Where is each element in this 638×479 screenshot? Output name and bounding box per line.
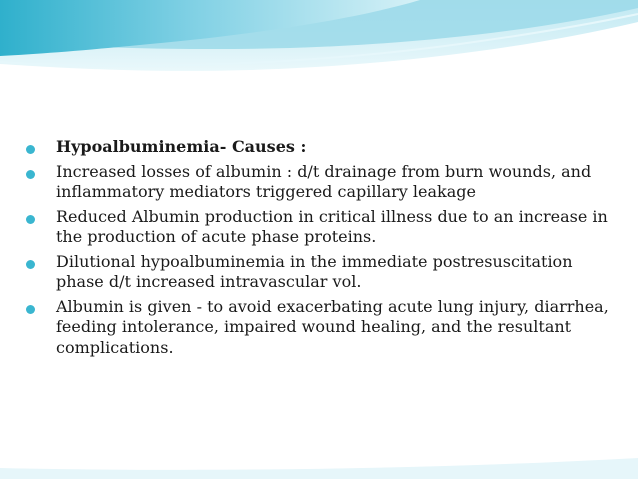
bullet-item-reduced-production — [18, 207, 618, 248]
bullet-text: Dilutional hypoalbuminemia in the immediate postresuscitation phase d/t increased intravascular vol. — [56, 251, 573, 291]
bullet-icon — [26, 170, 35, 179]
bullet-item-causes-heading — [18, 137, 618, 158]
bullet-text: Reduced Albumin production in critical illness due to an increase in the production of acute phase proteins. — [56, 206, 608, 246]
top-wave-decoration — [0, 0, 638, 110]
bullet-text: Hypoalbuminemia- Causes : — [56, 137, 307, 156]
bullet-text: Albumin is given - to avoid exacerbating acute lung injury, diarrhea, feeding intolerance, impaired wound healing, and the resultant complications. — [56, 296, 609, 357]
bullet-item-dilutional — [18, 252, 618, 293]
bullet-list — [18, 137, 618, 358]
bullet-icon — [26, 260, 35, 269]
bullet-text: Increased losses of albumin : d/t drainage from burn wounds, and inflammatory mediators triggered capillary leakage — [56, 161, 592, 201]
bullet-icon — [26, 145, 35, 154]
bullet-item-albumin-given — [18, 297, 618, 359]
bullet-icon — [26, 305, 35, 314]
slide-content — [18, 137, 618, 362]
bullet-item-increased-losses — [18, 162, 618, 203]
bullet-icon — [26, 215, 35, 224]
